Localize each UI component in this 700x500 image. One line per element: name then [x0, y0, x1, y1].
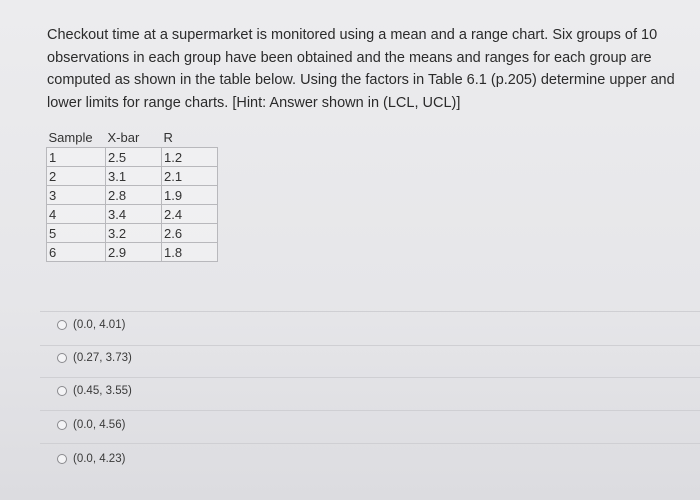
- answer-option[interactable]: [57, 453, 125, 465]
- question-text: Checkout time at a supermarket is monitored using a mean and a range chart. Six groups of 10 observations in each group have been obtained and the means and ranges for each group are computed as shown in the table below. Using the factors in Table 6.1 (p.205) determine upper and lower limits for range charts. [Hint: Answer shown in (LCL, UCL)]: [47, 27, 675, 111]
- table-header-row: [47, 127, 218, 148]
- cell-r: 2.4: [162, 205, 218, 224]
- cell-sample: 5: [47, 224, 106, 243]
- option-divider: [40, 377, 700, 378]
- cell-sample: 6: [47, 243, 106, 262]
- table-row: [47, 224, 218, 243]
- cell-xbar: 3.2: [106, 224, 162, 243]
- cell-r: 1.2: [162, 148, 218, 167]
- cell-sample: 2: [47, 167, 106, 186]
- option-label: (0.0, 4.56): [73, 419, 126, 431]
- radio-button[interactable]: [57, 353, 67, 363]
- cell-xbar: 2.5: [106, 148, 162, 167]
- answer-option[interactable]: [57, 385, 132, 397]
- cell-xbar: 3.4: [106, 205, 162, 224]
- radio-button[interactable]: [57, 320, 67, 330]
- radio-button[interactable]: [57, 420, 67, 430]
- cell-xbar: 2.8: [106, 186, 162, 205]
- option-label: (0.45, 3.55): [73, 385, 132, 397]
- option-divider: [40, 345, 700, 346]
- radio-button[interactable]: [57, 454, 67, 464]
- cell-r: 2.6: [162, 224, 218, 243]
- table-row: [47, 243, 218, 262]
- cell-sample: 3: [47, 186, 106, 205]
- cell-xbar: 2.9: [106, 243, 162, 262]
- radio-button[interactable]: [57, 386, 67, 396]
- header-r: R: [163, 129, 173, 145]
- header-sample: Sample: [48, 129, 93, 145]
- cell-xbar: 3.1: [106, 167, 162, 186]
- table-row: [47, 205, 218, 224]
- option-divider: [40, 311, 700, 312]
- table-row: [47, 148, 218, 167]
- option-divider: [40, 410, 700, 411]
- cell-r: 1.8: [162, 243, 218, 262]
- answer-option[interactable]: [57, 419, 125, 431]
- cell-sample: 1: [47, 148, 106, 167]
- option-label: (0.0, 4.23): [73, 453, 126, 465]
- option-label: (0.27, 3.73): [73, 352, 132, 364]
- header-xbar: X-bar: [107, 129, 140, 145]
- data-table: [46, 127, 218, 262]
- cell-r: 1.9: [162, 186, 218, 205]
- option-label: (0.0, 4.01): [73, 319, 126, 331]
- answer-option[interactable]: [57, 352, 132, 364]
- cell-sample: 4: [47, 205, 106, 224]
- table-row: [47, 186, 218, 205]
- answer-option[interactable]: [57, 319, 125, 331]
- table-row: [47, 167, 218, 186]
- cell-r: 2.1: [162, 167, 218, 186]
- option-divider: [40, 443, 700, 444]
